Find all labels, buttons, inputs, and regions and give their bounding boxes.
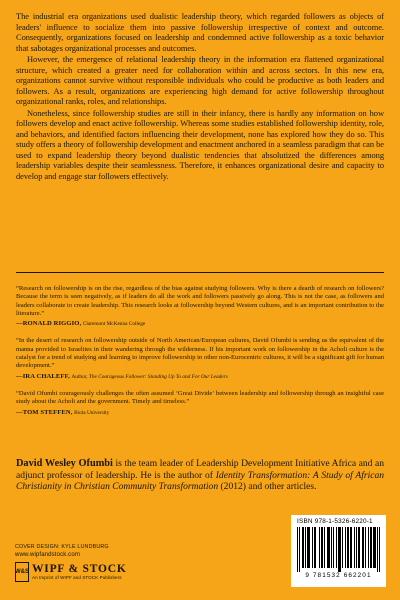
barcode-bar — [312, 527, 313, 568]
endorsement-attribution — [16, 373, 384, 381]
barcode-bar — [347, 527, 348, 568]
section-divider — [16, 272, 384, 273]
barcode-bar — [370, 527, 371, 568]
barcode-bar — [338, 527, 339, 572]
barcode-bar — [377, 527, 378, 572]
publisher-name: WIPF & STOCK — [32, 563, 127, 575]
endorser-affiliation — [83, 321, 145, 327]
endorsement-riggio — [16, 285, 384, 328]
endorser-name: —RONALD RIGGIO, — [16, 320, 82, 328]
barcode-bar — [354, 527, 355, 568]
barcode-bar — [342, 527, 343, 568]
author-name: David Wesley Ofumbi — [16, 458, 113, 469]
publisher-logo-icon: W&S — [15, 562, 29, 582]
affiliation-text: Author, — [71, 373, 88, 380]
barcode-bar — [340, 527, 341, 572]
barcode-bar — [307, 527, 308, 568]
author-bio — [16, 458, 384, 493]
barcode-bar — [345, 527, 346, 568]
description-paragraph: The industrial era organizations used dualistic leadership theory, which regarded followers as objects of leaders' influence to socialize them into passive followership irrespective of context and outcome. Consequently, organizations focused on leadership and condemned active followership as a toxic behavior that sabotages organizational processes and outcomes. — [16, 11, 384, 53]
barcode-bar — [350, 527, 351, 568]
barcode-bar — [379, 527, 380, 572]
description-paragraph: Nonetheless, since followership studies are still in their infancy, there is hardly any information on how followers develop and enact active followership. Whereas some studies established followership identity, role, and behaviors, and identified factors influencing their development, none has explored how they do so. This study offers a theory of followership development and enactment anchored in a seamless paradigm that can be used to expand leadership theory beyond dualistic tendencies that absolutized the differences among leadership variables despite their seamlessness. Therefore, it enhances organizational desire and capacity to develop and engage star followers effectively. — [16, 107, 384, 181]
barcode-bar — [371, 527, 372, 568]
endorsement-steffen — [16, 390, 384, 417]
barcode-bar — [297, 527, 298, 572]
author-book-title: Identity Transformation: A Study of African Christianity in Christian Community Transformation — [16, 469, 385, 493]
affiliation-text: Biola University — [74, 409, 110, 416]
description-paragraph: However, the emergence of relational leadership theory in the information era flattened organizational structure, which created a greater need for collaboration within and across sectors. In this new era, organizations cannot survive without responsible individuals who could be productive as both leaders and followers. As a result, organizations are experiencing high demand for active followership throughout organizational ranks, roles, and relationships. — [16, 54, 384, 106]
barcode-bar — [329, 527, 330, 568]
endorsements-section — [16, 285, 384, 426]
endorsement-quote: “Research on followership is on the rise, regardless of the bias against studying followers. Why is there a dearth of research on followers? Because the term is seen negatively, as if leaders do all the work and followers passively go along. This is not the case, as followers and leaders collaborate to create leadership. This research looks at followership beyond Western cultures, and is an important contribution to the literature.” — [16, 285, 384, 317]
barcode-bar — [362, 527, 363, 568]
endorser-affiliation — [71, 374, 227, 380]
affiliation-book-title: The Courageous Follower: Standing Up To and For Our Leaders — [88, 373, 228, 380]
barcode-bar — [363, 527, 364, 568]
barcode-bar — [327, 527, 328, 568]
barcode-bar — [309, 527, 310, 568]
barcode-bar — [368, 527, 369, 568]
barcode-bar — [356, 527, 357, 568]
barcode-bar — [319, 527, 320, 568]
barcode-bar — [331, 527, 332, 568]
affiliation-text: Claremont McKenna College — [82, 321, 146, 328]
endorsement-quote: “In the desert of research on followership outside of North American/European cultures, David Ofumbi is sending us the equivalent of the manna provided to Israelites in their wandering through the wilderness. If his important work on followership in the Acholi culture is the catalyst for a trend of studying and learning to improve followership in other non-Eurocentric cultures, it will be a significant gift for human development.” — [16, 337, 384, 370]
endorsement-attribution — [16, 320, 384, 328]
barcode-bar — [339, 527, 340, 572]
publisher-imprint — [15, 561, 127, 583]
publisher-tagline: An Imprint of WIPF and STOCK Publishers — [32, 575, 122, 580]
barcode-bar — [375, 527, 376, 568]
endorser-affiliation — [74, 410, 109, 416]
barcode-bar — [322, 527, 323, 568]
endorsement-attribution — [16, 409, 384, 417]
isbn-label: ISBN 978-1-5326-6220-1 — [297, 518, 373, 525]
barcode-bar — [358, 527, 359, 568]
barcode-bar — [348, 527, 349, 568]
author-bio-text-end: (2012) and other articles. — [218, 481, 317, 493]
barcode-bar — [303, 527, 304, 568]
barcode-bar — [374, 527, 375, 568]
barcode-bar — [321, 527, 322, 568]
publisher-website: www.wipfandstock.com — [15, 551, 80, 558]
endorser-name: —TOM STEFFEN, — [16, 408, 73, 416]
barcode-bar — [324, 527, 325, 568]
barcode-icon — [297, 527, 380, 572]
endorsement-quote: “David Ofumbi courageously challenges the often assumed ‘Great Divide’ between leadership and followership through an insightful case study about the Acholi and the government. Timely and timeless.” — [16, 389, 384, 406]
credits — [15, 544, 109, 558]
endorser-name: —IRA CHALEFF, — [16, 372, 70, 380]
publisher-text — [32, 563, 127, 581]
barcode-digits: 9 781532 662201 — [305, 572, 372, 579]
barcode-bar — [336, 527, 337, 568]
cover-design-credit: COVER DESIGN: KYLE LUNDBURG — [15, 544, 109, 550]
barcode-bar — [359, 527, 360, 568]
barcode-bar — [328, 527, 329, 568]
barcode-bar — [302, 527, 303, 568]
barcode-bar — [333, 527, 334, 568]
barcode-bar — [305, 527, 306, 568]
barcode-bar — [365, 527, 366, 568]
barcode-bar — [308, 527, 309, 568]
barcode-bar — [315, 527, 316, 568]
author-bio-text: is the team leader of Leadership Development Initiative Africa and an adjunct professor of leadership. He is the author of — [16, 458, 384, 481]
barcode-bar — [373, 527, 374, 568]
barcode-bar — [314, 527, 315, 568]
endorsement-chaleff — [16, 337, 384, 380]
barcode-bar — [299, 527, 300, 572]
book-description — [16, 11, 384, 181]
barcode-bar — [351, 527, 352, 568]
isbn-barcode-block — [291, 515, 386, 587]
